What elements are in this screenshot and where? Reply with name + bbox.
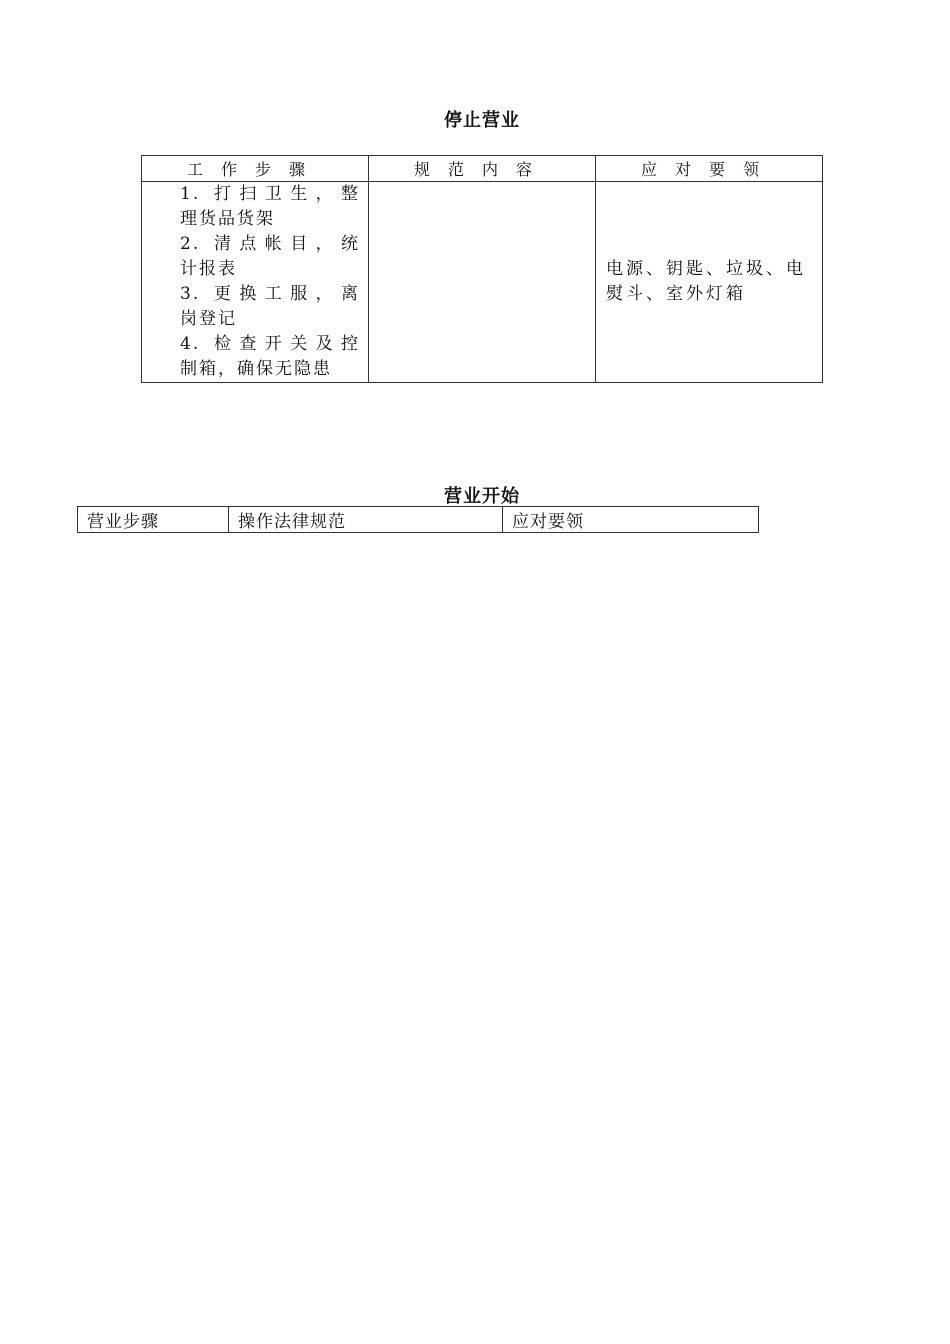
step-line: 2. 清点帐目，统 [180, 234, 360, 254]
step-item-2 [180, 232, 360, 282]
table-header-row [78, 507, 759, 533]
section-title-business-start: 营业开始 [444, 486, 520, 507]
work-steps-cell [142, 182, 369, 383]
step-line: 岗登记 [180, 309, 237, 329]
table-header-row [142, 156, 823, 182]
header-business-steps: 营业步骤 [78, 507, 229, 533]
table-row [142, 182, 823, 383]
step-item-4 [180, 332, 360, 382]
stop-business-table [141, 155, 823, 383]
header-norm-content: 规范内容 [369, 156, 596, 182]
step-item-3 [180, 282, 360, 332]
step-line: 理货品货架 [180, 209, 275, 229]
step-item-1 [180, 182, 360, 232]
header-response-key-points: 应对要领 [503, 507, 759, 533]
header-operation-legal-norms: 操作法律规范 [229, 507, 503, 533]
section-title-stop-business: 停止营业 [444, 110, 520, 131]
step-line: 计报表 [180, 259, 237, 279]
header-response-key-points: 应对要领 [596, 156, 823, 182]
step-line: 1. 打扫卫生，整 [180, 184, 360, 204]
step-line: 4. 检查开关及控 [180, 334, 360, 354]
step-line: 3. 更换工服，离 [180, 284, 360, 304]
step-line: 制箱，确保无隐患 [180, 359, 332, 379]
response-cell [596, 182, 823, 383]
business-start-table [77, 506, 759, 533]
response-line: 电源、钥匙、垃圾、电 [606, 259, 806, 279]
header-work-steps: 工作步骤 [142, 156, 369, 182]
norm-content-cell [369, 182, 596, 383]
response-line: 熨斗、室外灯箱 [606, 284, 746, 304]
